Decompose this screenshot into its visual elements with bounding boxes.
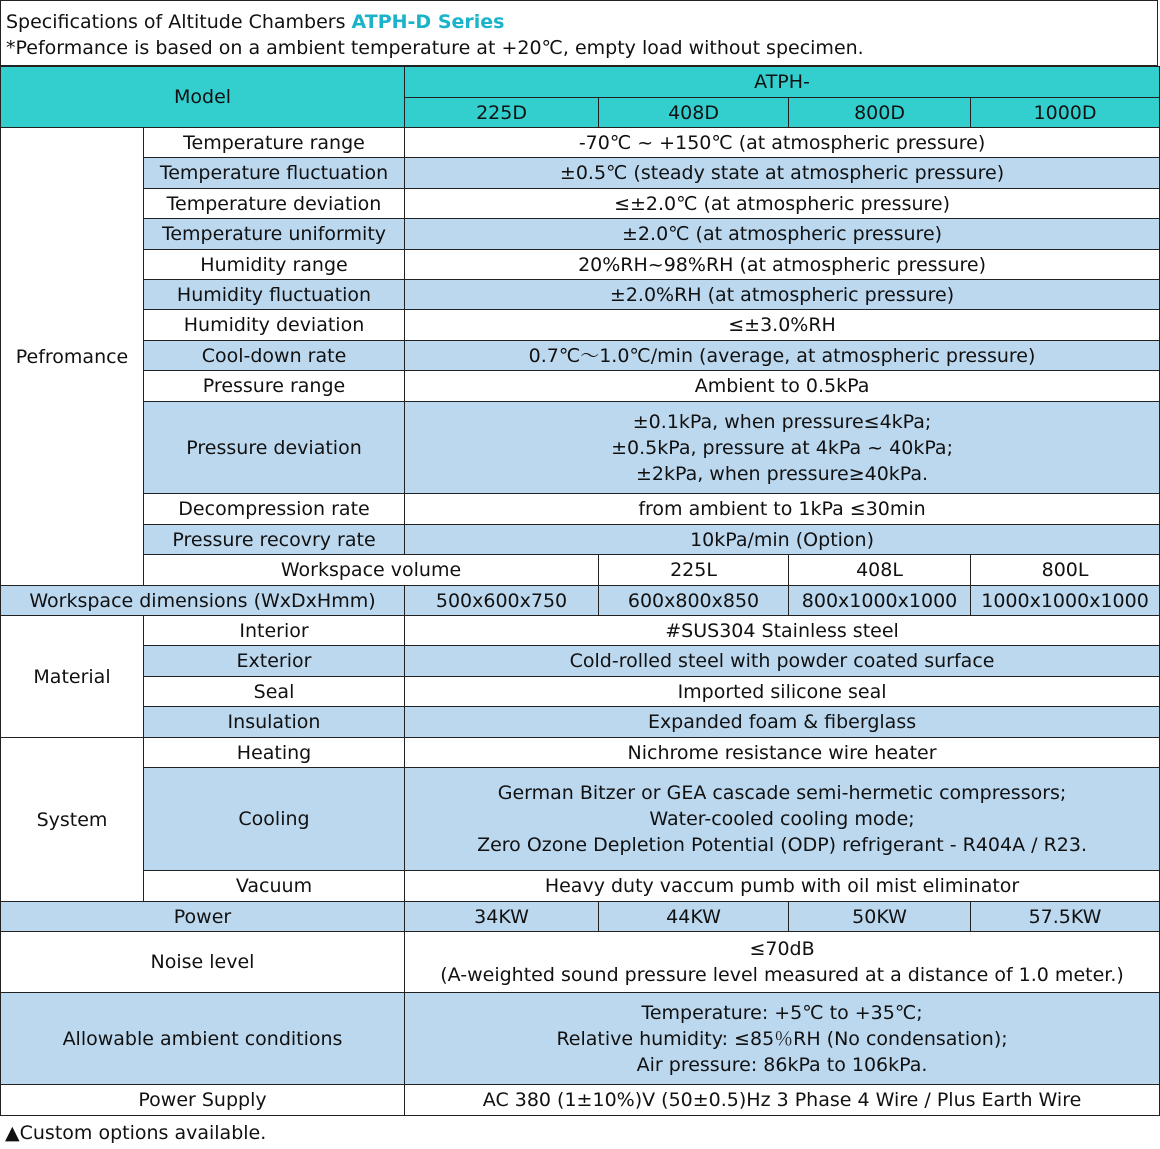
value-humidity-range: 20%RH~98%RH (at atmospheric pressure)	[405, 250, 1160, 280]
ambient-line: Relative humidity: ≤85％RH (No condensation);	[556, 1027, 1008, 1050]
performance-label: Pefromance	[1, 128, 144, 586]
material-label: Material	[1, 616, 144, 738]
param-pressure-range: Pressure range	[144, 371, 405, 402]
performance-note: *Peformance is based on a ambient temperature at +20℃, empty load without specimen.	[6, 37, 864, 59]
value-temperature-range: -70℃ ~ +150℃ (at atmospheric pressure)	[405, 128, 1160, 158]
param-seal: Seal	[144, 677, 405, 707]
value-temperature-deviation: ≤±2.0℃ (at atmospheric pressure)	[405, 189, 1160, 219]
param-pressure-deviation: Pressure deviation	[144, 402, 405, 494]
table-row	[1, 128, 1160, 158]
pressure-deviation-line: ±2kPa, when pressure≥40kPa.	[635, 462, 929, 485]
table-row	[1, 158, 1160, 189]
value-cooling	[405, 768, 1160, 871]
value-exterior: Cold-rolled steel with powder coated surface	[405, 646, 1160, 677]
pressure-deviation-line: ±0.5kPa, pressure at 4kPa ~ 40kPa;	[611, 436, 953, 459]
workspace-volume-800d: 800L	[971, 555, 1160, 586]
param-cool-down-rate: Cool-down rate	[144, 341, 405, 371]
workspace-volume-408d: 408L	[789, 555, 971, 586]
value-heating: Nichrome resistance wire heater	[405, 738, 1160, 768]
param-insulation: Insulation	[144, 707, 405, 738]
cooling-line: German Bitzer or GEA cascade semi-hermetic compressors;	[497, 782, 1067, 804]
table-row	[1, 280, 1160, 310]
table-row	[1, 871, 1160, 902]
table-row	[1, 616, 1160, 646]
table-row	[1, 768, 1160, 871]
value-vacuum: Heavy duty vaccum pumb with oil mist eliminator	[405, 871, 1160, 902]
value-decompression-rate: from ambient to 1kPa ≤30min	[405, 494, 1160, 525]
power-408d: 44KW	[599, 902, 789, 932]
value-power-supply: AC 380 (1±10%)V (50±0.5)Hz 3 Phase 4 Wire / Plus Earth Wire	[405, 1085, 1160, 1116]
param-vacuum: Vacuum	[144, 871, 405, 902]
model-prefix: ATPH-	[405, 67, 1160, 98]
value-pressure-range: Ambient to 0.5kPa	[405, 371, 1160, 402]
model-800d: 800D	[789, 98, 971, 128]
power-1000d: 57.5KW	[971, 902, 1160, 932]
title-text: Specifications of Altitude Chambers	[6, 11, 352, 33]
custom-options-footer: ▲Custom options available.	[5, 1122, 267, 1144]
value-ambient	[405, 993, 1160, 1085]
table-row	[1, 189, 1160, 219]
table-row	[1, 902, 1160, 932]
param-exterior: Exterior	[144, 646, 405, 677]
power-800d: 50KW	[789, 902, 971, 932]
value-interior: #SUS304 Stainless steel	[405, 616, 1160, 646]
table-row	[1, 646, 1160, 677]
pressure-deviation-line: ±0.1kPa, when pressure≤4kPa;	[632, 410, 932, 433]
workspace-volume-225d: 225L	[599, 555, 789, 586]
value-pressure-deviation	[405, 402, 1160, 494]
table-row	[1, 494, 1160, 525]
table-row	[1, 932, 1160, 993]
table-row	[1, 310, 1160, 341]
param-interior: Interior	[144, 616, 405, 646]
table-row	[1, 1085, 1160, 1116]
value-seal: Imported silicone seal	[405, 677, 1160, 707]
value-humidity-deviation: ≤±3.0%RH	[405, 310, 1160, 341]
workspace-dimensions-label: Workspace dimensions (WxDxHmm)	[1, 586, 405, 616]
value-temperature-fluctuation: ±0.5℃ (steady state at atmospheric pressure)	[405, 158, 1160, 189]
workspace-dimensions-225d: 500x600x750	[405, 586, 599, 616]
cooling-line: Water-cooled cooling mode;	[649, 808, 915, 830]
noise-line: (A-weighted sound pressure level measured at a distance of 1.0 meter.)	[440, 964, 1124, 986]
table-row	[1, 555, 1160, 586]
param-temperature-uniformity: Temperature uniformity	[144, 219, 405, 250]
model-408d: 408D	[599, 98, 789, 128]
ambient-line: Air pressure: 86kPa to 106kPa.	[636, 1053, 928, 1076]
table-row	[1, 371, 1160, 402]
model-label: Model	[1, 67, 405, 128]
workspace-dimensions-1000d: 1000x1000x1000	[971, 586, 1160, 616]
header-box	[0, 0, 1158, 66]
noise-line: ≤70dB	[749, 938, 815, 960]
spec-table	[0, 66, 1160, 1116]
noise-label: Noise level	[1, 932, 405, 993]
model-225d: 225D	[405, 98, 599, 128]
value-insulation: Expanded foam & fiberglass	[405, 707, 1160, 738]
value-cool-down-rate: 0.7℃～1.0℃/min (average, at atmospheric pressure)	[405, 341, 1160, 371]
table-row	[1, 341, 1160, 371]
system-label: System	[1, 738, 144, 902]
cooling-line: Zero Ozone Depletion Potential (ODP) refrigerant - R404A / R23.	[477, 834, 1087, 856]
power-supply-label: Power Supply	[1, 1085, 405, 1116]
table-row	[1, 677, 1160, 707]
param-pressure-recovery-rate: Pressure recovry rate	[144, 525, 405, 555]
power-label: Power	[1, 902, 405, 932]
series-name: ATPH-D Series	[351, 11, 505, 33]
param-cooling: Cooling	[144, 768, 405, 871]
table-row	[1, 525, 1160, 555]
workspace-dimensions-800d: 800x1000x1000	[789, 586, 971, 616]
param-decompression-rate: Decompression rate	[144, 494, 405, 525]
value-noise	[405, 932, 1160, 993]
table-row	[1, 250, 1160, 280]
power-225d: 34KW	[405, 902, 599, 932]
value-humidity-fluctuation: ±2.0%RH (at atmospheric pressure)	[405, 280, 1160, 310]
param-heating: Heating	[144, 738, 405, 768]
param-humidity-deviation: Humidity deviation	[144, 310, 405, 341]
workspace-dimensions-408d: 600x800x850	[599, 586, 789, 616]
table-row	[1, 738, 1160, 768]
value-pressure-recovery-rate: 10kPa/min (Option)	[405, 525, 1160, 555]
param-temperature-fluctuation: Temperature fluctuation	[144, 158, 405, 189]
param-temperature-deviation: Temperature deviation	[144, 189, 405, 219]
value-temperature-uniformity: ±2.0℃ (at atmospheric pressure)	[405, 219, 1160, 250]
ambient-line: Temperature: +5℃ to +35℃;	[641, 1001, 923, 1024]
param-humidity-fluctuation: Humidity fluctuation	[144, 280, 405, 310]
workspace-volume-label: Workspace volume	[144, 555, 599, 586]
table-row	[1, 707, 1160, 738]
page-title	[6, 10, 504, 34]
table-row	[1, 993, 1160, 1085]
table-row	[1, 402, 1160, 494]
table-row	[1, 586, 1160, 616]
model-1000d: 1000D	[971, 98, 1160, 128]
table-row	[1, 219, 1160, 250]
ambient-label: Allowable ambient conditions	[1, 993, 405, 1085]
param-temperature-range: Temperature range	[144, 128, 405, 158]
param-humidity-range: Humidity range	[144, 250, 405, 280]
